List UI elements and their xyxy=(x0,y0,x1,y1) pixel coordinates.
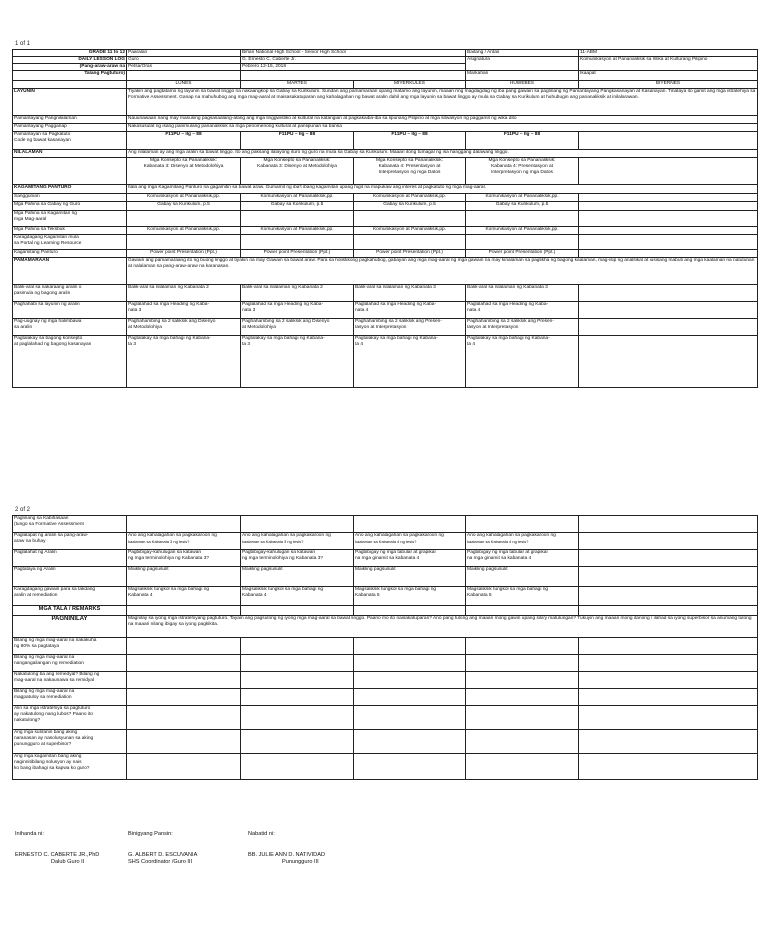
code-miyerkules: F11PU – Ilg – 88 xyxy=(354,132,466,150)
pagkatuto-label: Pamantayan sa Pagkatuto Code ng bawat kasanayan xyxy=(13,132,127,150)
day-header-miyerkules: MIYERKULES xyxy=(354,81,466,89)
pagtalakay-label: Pagtalakay sa bagong konsepto at paglalahad ng bagong kasanayan xyxy=(13,336,127,388)
pagtataya-martes: Maikling pagsusulit xyxy=(241,567,354,587)
pahina-guro-huwebes: Gabay sa Kurikulum, p.5 xyxy=(466,202,579,211)
signatory-caberte xyxy=(15,852,125,866)
paglalahat-miyerkules: Pagbibigay ng mga tabular at grapikal na mga ginamit sa kabanata 4 xyxy=(354,550,466,567)
pagtalakay-huwebes: Pagtalakay sa mga bahagi ng Kabana- ta 4 xyxy=(466,336,579,388)
signatory-name: G. ALBERT D. ESCUVANIA xyxy=(128,852,198,858)
teacher-value: G. Ernesto C. Caberte Jr. xyxy=(241,57,466,64)
quarter-value: Ikaapat xyxy=(579,71,758,81)
pahina-guro-martes: Gabay sa Kurikulum, p.5 xyxy=(241,202,354,211)
pangnilalaman-text: Nauunawaan nang may masusing pagsasaalang-alang ang mga linggwistiko at kultural na katangian at pagkakaiba-iba sa lipunang Pilipino at mga sitwasyon ng paggamit ng wika dito xyxy=(127,116,758,124)
quarter-label: Markahan xyxy=(466,71,579,81)
pagganap-label: Pamantayang Pagganap xyxy=(13,124,127,132)
kagamitang-panturo-label: Kagamitang Panturo xyxy=(13,250,127,258)
pangnilalaman-label: Pamantayang Pangnilalaman xyxy=(13,116,127,124)
date-value: Pebrero 12-15, 2018 xyxy=(241,64,466,71)
ppt-miyerkules: Power point Presentation (Ppt.) xyxy=(354,250,466,258)
day-header-martes: MARTES xyxy=(241,81,354,89)
sanggunian-miyerkules: Komunikasyon at Pananaliksik,pp. xyxy=(354,194,466,202)
pahina-guro-miyerkules: Gabay sa Kurikulum, p.5 xyxy=(354,202,466,211)
date-label: Petsa/Oras xyxy=(127,64,241,71)
sanggunian-huwebes: Komunikasyon at Pananaliksik,pp. xyxy=(466,194,579,202)
signatory-title: Punungguro III xyxy=(282,859,319,865)
pahina-guro-lunes: Gabay sa Kurikulum, p.5 xyxy=(127,202,241,211)
inihanda-label: Inihanda ni: xyxy=(15,831,44,837)
karagdagang-label: Karagdagang Kagamitan mula sa Portal ng Learning Resource xyxy=(13,235,127,250)
konsepto-huwebes: Mga Konsepto sa Pananaliksik: Kabanata 4: Presentasyon at Interpretasyon ng mga Datos xyxy=(466,158,579,185)
teksbuk-miyerkules: Komunikasyon at Pananaliksik,pp. xyxy=(354,227,466,235)
konsepto-martes: Mga Konsepto sa Pananaliksik: Kabanata 3: Disenyo at Metodolohiya xyxy=(241,158,354,185)
pagtataya-miyerkules: Maikling pagsusulit xyxy=(354,567,466,587)
signatory-name: ERNESTO C. CABERTE JR.,PhD xyxy=(15,852,100,858)
layunin-aralin-label: Paghahabi sa layunin ng aralin xyxy=(13,302,127,319)
code-martes: F11PU – Ilg – 88 xyxy=(241,132,354,150)
day-header-lunes: LUNES xyxy=(127,81,241,89)
level-value: 11-ABM xyxy=(579,50,758,57)
paghahambing-martes: Paghahambing sa 2 saliksik ang Disenyo at Metodolohiya xyxy=(241,319,354,336)
level-label: Baitang / Antas xyxy=(466,50,579,57)
subject-value: Komunikasyon at Pananaliksik sa Wika at Kulturang Pilipino xyxy=(579,57,758,71)
paglalahat-huwebes: Pagbibigay ng mga tabular at grapikal na mga ginamit sa kabanata 4 xyxy=(466,550,579,567)
paglalapat-label: Paglalapat ng aralin sa pang-araw- araw na buhay xyxy=(13,533,127,550)
sanggunian-martes: Komunikasyon at Pananaliksik,pp. xyxy=(241,194,354,202)
ppt-lunes: Power point Presentation (Ppt.) xyxy=(127,250,241,258)
signatory-title: Dalub Guro II xyxy=(51,859,85,865)
teksbuk-huwebes: Komunikasyon at Pananaliksik,pp. xyxy=(466,227,579,235)
konsepto-lunes: Mga Konsepto sa Pananaliksik: Kabanata 3: Disenyo at Metodolohiya xyxy=(127,158,241,185)
balik-martes: Balik-aral sa nilalaman ng Kabanata 2 xyxy=(241,285,354,302)
balik-miyerkules: Balik-aral sa nilalaman ng Kabanata 3 xyxy=(354,285,466,302)
balik-lunes: Balik-aral sa nilalaman ng Kabanata 2 xyxy=(127,285,241,302)
ppt-huwebes: Power point Presentation (Ppt.) xyxy=(466,250,579,258)
day-header-huwebes: HUWEBES xyxy=(466,81,579,89)
dll-subtitle: (Pang-araw-araw na xyxy=(13,64,127,71)
page-number-2: 2 of 2 xyxy=(15,507,31,513)
teacher-label: Guro xyxy=(127,57,241,64)
pagtalakay-martes: Pagtalakay sa mga bahagi ng Kabana- ta 3 xyxy=(241,336,354,388)
nilalaman-text: Ang nilalaman ay ang mga aralin sa bawat linggo. Ito ang paksang ilalayong ituro ng guro na mula sa Gabay sa Kurikulum. Maaari itong tumagal ng isa hanggang dalawang linggo. xyxy=(127,150,758,158)
reflection-q5: Alin sa mga istratehiya sa pagtuturo ay nakatulong nang lubos? Paano ito nakatulong? xyxy=(13,706,127,730)
layunin-text: Tiyakin ang pagtatamo ng layunin sa bawat linggo na nakaangkop sa Gabay sa Kurikulum. Sundan ang pamamaraan upang matamo ang layunin, maaari ring magdagdag ng iba pang gawain sa paglinang ng Pamantayang Pangkasanayan at Kasanayan. Tinataya ito gamit ang mga istratehiya sa Formative Assessment. Ganap na mahuhubog ang mga mag-aaral at maisasakatuparan ang kahalagahan ng bawat aralin dahil ang mga layunin sa bawat linggo ay mula sa Gabay sa Kurikulum at huhubugin ang pananaliksik at inilalarawan. xyxy=(127,89,758,116)
ppt-martes: Power point Presentation (Ppt.) xyxy=(241,250,354,258)
paglalahad-martes: Paglalahad sa mga Heading ng Kaba- nata 3 xyxy=(241,302,354,319)
paghahambing-lunes: Paghahambing sa 2 saliksik ang Disenyo at Metodolohiya xyxy=(127,319,241,336)
dll-subtitle-2: Talang Pagtuturo) xyxy=(13,71,127,81)
pamamaraan-label: PAMAMARAAN xyxy=(13,258,127,285)
signatory-escuvania xyxy=(128,852,243,866)
pagtalakay-miyerkules: Pagtalakay sa mga bahagi ng Kabana- ta 4 xyxy=(354,336,466,388)
pahina-kagamitan-label: Mga Pahina sa Kagamitan ng mga Mag-aaral xyxy=(13,211,127,227)
teksbuk-lunes: Komunikasyon at Pananaliksik,pp. xyxy=(127,227,241,235)
binigyang-label: Binigyang Pansin: xyxy=(128,831,173,837)
reflection-q4: Bilang ng mga mag-aaral na magpatuloy sa remediation xyxy=(13,689,127,706)
day-header-biyernes: BIYERNES xyxy=(579,81,758,89)
reflection-q2: Bilang ng mga mag-aaral na nangangailangan ng remediation xyxy=(13,655,127,672)
pagtataya-label: Pagtataya ng Aralin xyxy=(13,567,127,587)
sanggunian-lunes: Komunikasyon at Pananaliksik,pp. xyxy=(127,194,241,202)
school-value: Biñan National High School - Senior High School xyxy=(241,50,466,57)
pamamaraan-text: Gawain ang pamamaraang ito ng buong linggo at tiyakin na may Gawain sa bawat araw. Para sa holistikong pagkahubog, gabayan ang mga mag-aaral ng mga gawain na may kinalaman sa paglikha ng bagong kaalaman, mag-isip ng analitikal at iusisang mabuti ang mga kaalaman na natutunan at nalalaman sa pang-araw-araw na karanasan. xyxy=(127,258,758,285)
remediation-lunes: Magsaliksik tungkol sa mga bahagi ng Kabanata 4 xyxy=(127,587,241,606)
paglalapat-miyerkules: Ano ang kahalagahan sa pagkakaroon ng kaalaman sa Kabanata 4 ng tesis? xyxy=(354,533,466,550)
paglalapat-huwebes: Ano ang kahalagahan sa pagkakaroon ng kaalaman sa Kabanata 4 ng tesis? xyxy=(466,533,579,550)
konsepto-miyerkules: Mga Konsepto sa Pananaliksik: Kabanata 4: Presentasyon at Interpretasyon ng mga Datos xyxy=(354,158,466,185)
nilalaman-label: NILALAMAN xyxy=(13,150,127,158)
code-huwebes: F11PU – Ilg – 88 xyxy=(466,132,579,150)
pagganap-text: Nakasusulat ng isang panimulang pananaliksik sa mga penomenong kultural at panlipunan sa bansa xyxy=(127,124,758,132)
paghahambing-huwebes: Paghahambing sa 2 saliksik ang Presen- tasyon at Interpretasyon xyxy=(466,319,579,336)
paglalahad-lunes: Paglalahad sa mga Heading ng Kaba- nata 3 xyxy=(127,302,241,319)
kagamitang-text: Itala ang mga Kagamitang Panturo na gagamitin sa bawat araw. Gumamit ng iba't ibang kagamitan upang higit na mapukaw ang interes at pagkatuto ng mga mag-aaral. xyxy=(127,185,758,194)
paglalahad-huwebes: Paglalahad sa mga Heading ng Kaba- nata 4 xyxy=(466,302,579,319)
pagtataya-lunes: Maikling pagsusulit xyxy=(127,567,241,587)
remediation-huwebes: Magsaliksik tungkol sa mga bahagi ng Kabanata 5 xyxy=(466,587,579,606)
reflection-q6: Ang mga suliranin bang aking naranasan ay nasolusyunan sa aking punungguro at superbisor? xyxy=(13,730,127,754)
signatory-name: BB. JULIE ANN D. NATIVIDAD xyxy=(248,852,325,858)
reflection-q3: Nakatulong ba ang remedyal? Bilang ng mag-aaral na nakaunawa sa remidyal xyxy=(13,672,127,689)
pagninilay-text: Magnilay sa iyong mga istratehiyang pagtuturo. Tayain ang pagsulong ng iyong mga mag-aaral sa bawat linggo. Paano mo ito naisakatuparan? Ano pang tulong ang maaari mong gawin upang sila'y matulungan? Tukuyin ang maaari mong itanong / ilahad sa iyong superbisor sa anumang tulong na maaari nilang ibigay sa iyong pagkikita. xyxy=(127,616,758,638)
pagtataya-huwebes: Maikling pagsusulit xyxy=(466,567,579,587)
reflection-q7: Ang mga kagamitan bang aking naginnitibilang solusyon ay nais ko bang ibahagi sa kapwa ko guro? xyxy=(13,754,127,780)
lesson-log-table-page1 xyxy=(12,49,758,388)
remediation-label: Karagdagang gawain para sa takdang aralin at remediation xyxy=(13,587,127,606)
paghahambing-miyerkules: Paghahambing sa 2 saliksik ang Presen- tasyon at Interpretasyon xyxy=(354,319,466,336)
remediation-miyerkules: Magsaliksik tungkol sa mga bahagi ng Kabanata 5 xyxy=(354,587,466,606)
layunin-label: LAYUNIN xyxy=(13,89,127,116)
halimbawa-label: Pag-uugnay ng mga halimbawa sa aralin xyxy=(13,319,127,336)
paglalapat-lunes: Ano ang kahalagahan sa pagkakaroon ng kaalaman sa Kabanata 3 ng tesis? xyxy=(127,533,241,550)
pahina-teksbuk-label: Mga Pahina sa Teksbuk xyxy=(13,227,127,235)
page-number-1: 1 of 1 xyxy=(15,41,31,47)
paglalahat-lunes: Pagbibigay-kahulugan sa katawan ng mga terminolohiya ng Kabanata 3? xyxy=(127,550,241,567)
sanggunian-label: Sanggunian xyxy=(13,194,127,202)
teksbuk-martes: Komunikasyon at Pananaliksik,pp. xyxy=(241,227,354,235)
paglalahad-miyerkules: Paglalahad sa mga Heading ng Kaba- nata 4 xyxy=(354,302,466,319)
kagamitang-label: KAGAMITANG PANTURO xyxy=(13,185,127,194)
lesson-log-table-page2 xyxy=(12,515,758,780)
remediation-martes: Magsaliksik tungkol sa mga bahagi ng Kabanata 4 xyxy=(241,587,354,606)
balik-huwebes: Balik-aral sa nilalaman ng Kabanata 3 xyxy=(466,285,579,302)
grade-label: GRADE 11 to 12 xyxy=(13,50,127,57)
pahina-guro-label: Mga Pahina sa Gabay ng Guro xyxy=(13,202,127,211)
signatory-title: SHS Coordinator /Guro III xyxy=(128,859,193,865)
reflection-q1: Bilang ng mga mag-aaral na nakakuha ng 80% sa pagtataya xyxy=(13,638,127,655)
dll-title: DAILY LESSON LOG xyxy=(13,57,127,64)
subject-label: Asignatura xyxy=(466,57,579,71)
pagninilay-label: PAGNINILAY xyxy=(13,616,127,638)
paglalahat-martes: Pagbibigay-kahulugan sa katawan ng mga terminolohiya ng Kabanata 3? xyxy=(241,550,354,567)
paglalahat-label: Paglalahat ng Aralin xyxy=(13,550,127,567)
paglalapat-martes: Ano ang kahalagahan sa pagkakaroon ng kaalaman sa Kabanata 3 ng tesis? xyxy=(241,533,354,550)
pagtalakay-lunes: Pagtalakay sa mga bahagi ng Kabana- ta 3 xyxy=(127,336,241,388)
nabatid-label: Nabatid ni: xyxy=(248,831,275,837)
school-label: Paaralan xyxy=(127,50,241,57)
signatory-natividad xyxy=(248,852,368,866)
kabihasaan-label: Paglinang sa Kabihasaan (tungo sa Formative Assessment xyxy=(13,516,127,533)
balik-aral-label: Balik-aral sa nakaraang aralin o pasimula ng bagong aralin xyxy=(13,285,127,302)
tala-label: MGA TALA / REMARKS xyxy=(13,606,127,616)
code-lunes: F11PU – Ilg – 88 xyxy=(127,132,241,150)
